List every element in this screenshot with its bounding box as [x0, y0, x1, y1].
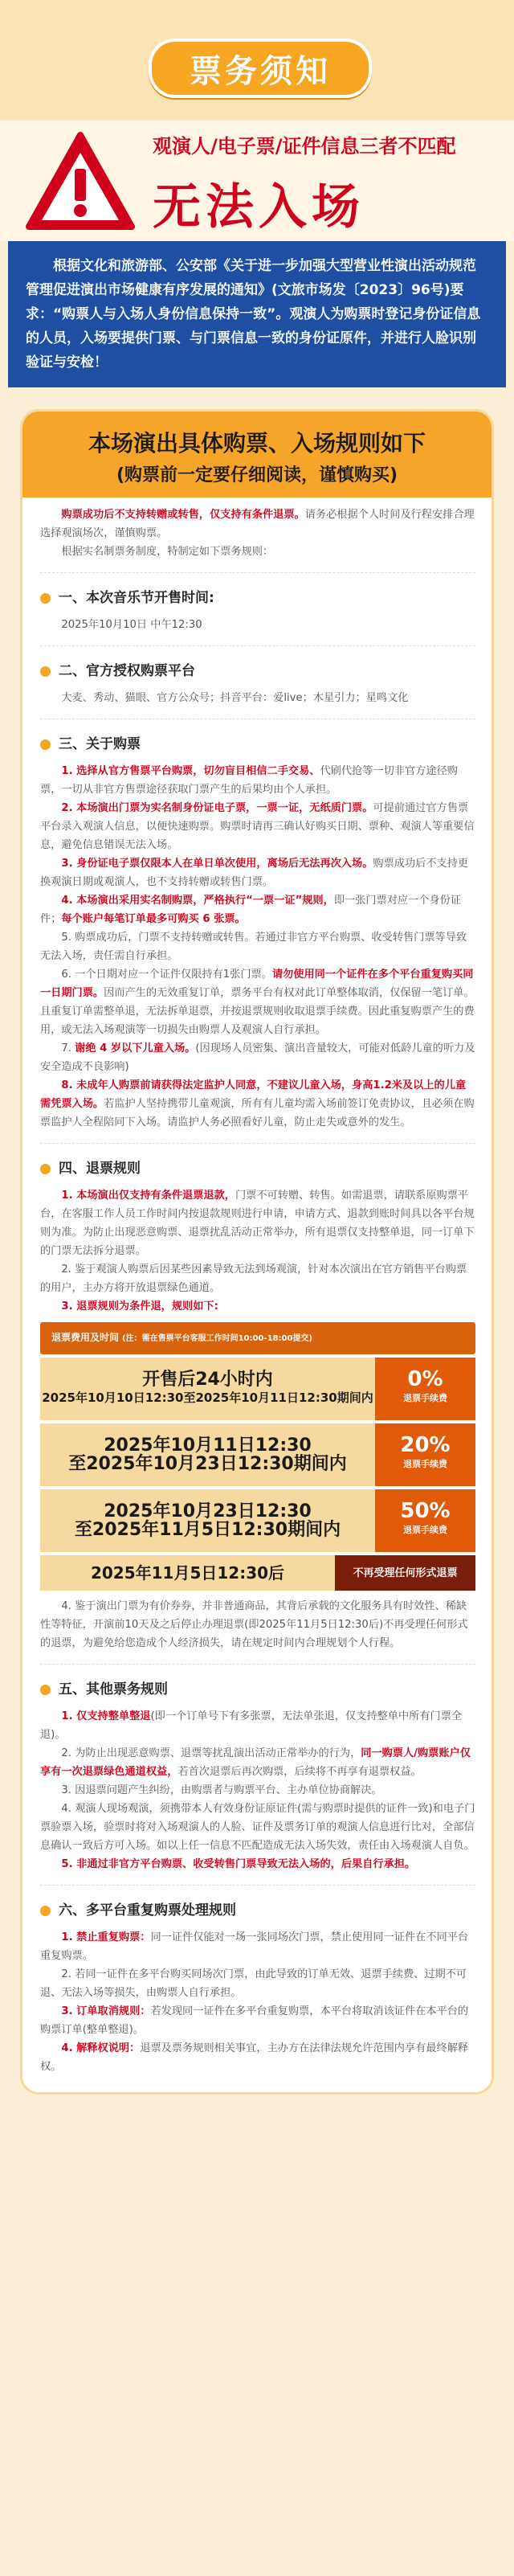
- text-red: 1. 本场演出仅支持有条件退票退款，: [61, 1190, 235, 1202]
- section-2-body: 大麦、秀动、猫眼、官方公众号；抖音平台：爱live；木星引力；星鸣文化: [61, 692, 409, 704]
- refund-row: [40, 1555, 475, 1591]
- fee-label: 退票手续费: [403, 1459, 447, 1469]
- fee-label: 退票手续费: [403, 1393, 447, 1403]
- banner-title: 票务须知: [190, 52, 331, 90]
- text-red: 3. 退票规则为条件退，规则如下:: [61, 1300, 218, 1313]
- s3-item-5: 5. 购票成功后，门票不支持转赠或转售。若通过非官方平台购票、收受转售门票等导致无法入场，责任需自行承担。: [40, 932, 467, 962]
- s4-item-2: 2. 鉴于观演人购票后因某些因素导致无法到场观演，针对本次演出在官方销售平台购票的用户，主办方将开放退票绿色通道。: [40, 1263, 467, 1294]
- text: 购票成功后不支持更换观演日期或观演人，也不支持转赠或转售门票。: [40, 858, 469, 888]
- text-red: 1. 选择从官方售票平台购票，切勿盲目相信二手交易、: [61, 765, 320, 777]
- fee-label: 退票手续费: [403, 1525, 447, 1535]
- section-3-title: [40, 735, 475, 754]
- text: 同一证件仅能对一场一张同场次门票，禁止使用同一证件在不同平台重复购票。: [40, 1931, 469, 1962]
- text-red: 同一购票人/购票账户仅享有一次退票绿色通道权益，: [40, 1747, 471, 1778]
- text: 6. 一个日期对应一个证件仅限持有1张门票。: [61, 969, 272, 981]
- warning-subtitle: 观演人/电子票/证件信息三者不匹配: [153, 135, 456, 158]
- rules-card: [22, 412, 492, 2092]
- text-red: 8. 未成年人购票前请获得法定监护人同意，不建议儿童入场，身高1.2米及以上的儿童需凭票入场。: [40, 1079, 467, 1110]
- refund-fee: [375, 1358, 475, 1420]
- intro-red: 购票成功后不支持转赠或转售，仅支持有条件退票。: [61, 509, 305, 521]
- text-red: 3. 订单取消规则：: [61, 2005, 151, 2017]
- section-1-body: 2025年10月10日 中午12:30: [61, 619, 202, 631]
- header: [0, 0, 514, 121]
- title-banner: [149, 39, 372, 98]
- period-line-2: 至2025年10月23日12:30期间内: [68, 1454, 347, 1474]
- text-red: 谢绝 4 岁以下儿童入场。: [75, 1042, 196, 1055]
- refund-table-header: [40, 1322, 475, 1354]
- section-heading: 二、官方授权购票平台: [59, 663, 195, 679]
- period-line-2: 至2025年11月5日12:30期间内: [74, 1520, 341, 1540]
- s3-item-2: [40, 799, 475, 854]
- section-1-title: [40, 589, 475, 608]
- section-6-title: [40, 1902, 475, 1920]
- refund-row: [40, 1358, 475, 1420]
- fee-label: 不再受理任何形式退票: [353, 1566, 458, 1579]
- text: 2. 为防止出现恶意购票、退票等扰乱演出活动正常举办的行为，: [61, 1747, 361, 1759]
- refund-period: [40, 1489, 375, 1552]
- text: 若监护人坚持携带儿童观演，所有有儿童均需入场前签订免责协议，且必须在购票监护人全程陪同下入场。请监护人务必照看好儿童，防止走失或意外的发生。: [40, 1098, 475, 1128]
- bullet-dot-icon: [40, 739, 51, 750]
- bullet-dot-icon: [40, 1685, 51, 1695]
- text: 7.: [61, 1042, 75, 1055]
- s5-item-3: 3. 因退票问题产生纠纷，由购票者与购票平台、主办单位协商解决。: [61, 1784, 382, 1796]
- s4-item-1: [40, 1186, 475, 1260]
- text-red: 5. 非通过非官方平台购票、收受转售门票导致无法入场的，后果自行承担。: [61, 1858, 416, 1870]
- refund-fee: [375, 1489, 475, 1552]
- text-red: 1. 仅支持整单整退: [61, 1710, 151, 1722]
- s5-item-1: [40, 1707, 475, 1744]
- period-line-1: 2025年10月23日12:30: [104, 1501, 312, 1521]
- section-4-title: [40, 1160, 475, 1178]
- section-heading: 三、关于购票: [59, 736, 141, 752]
- refund-fee: [335, 1555, 475, 1591]
- text-red: 每个账户每笔订单最多可购买 6 张票。: [61, 913, 246, 925]
- s3-item-3: [40, 854, 475, 891]
- section-heading: 一、本次音乐节开售时间:: [59, 590, 214, 606]
- table-header-label: 退票费用及时间: [51, 1332, 120, 1343]
- text: 若首次退票后再次购票，后续将不再享有退票权益。: [177, 1766, 422, 1778]
- text-red: 请勿使用同一个证件在多个平台重复购买同一日期门票。: [40, 969, 474, 999]
- card-title: 本场演出具体购票、入场规则如下: [88, 430, 426, 457]
- s4-item-3: [40, 1297, 475, 1316]
- refund-period: [40, 1358, 375, 1420]
- intro: [40, 506, 475, 543]
- refund-row: [40, 1489, 475, 1552]
- s4-item-4: 4. 鉴于演出门票为有价券券，并非普通商品，其背后承载的文化服务具有时效性、稀缺性等特征，开演前10天及之后停止办理退票(即2025年11月5日12:30后)不再受理任何形式的退票，为避免给您造成个人经济损失，请在规定时间内合理规划个人行程。: [40, 1600, 468, 1649]
- divider: [40, 1885, 475, 1886]
- s5-item-4: 4. 观演人现场观演，须携带本人有效身份证原证件(需与购票时提供的证件一致)和电子门票验票入场，验票时将对入场观演人的人脸、证件及票务订单的观演人信息进行比对，全部信息确认一致后方可入场。如以上任一信息不匹配造成无法入场失效，责任由入场观演人自负。: [40, 1803, 475, 1852]
- period-line-1: 2025年11月5日12:30后: [90, 1562, 285, 1583]
- period-line-2: 2025年10月10日12:30至2025年10月11日12:30期间内: [42, 1390, 373, 1405]
- s3-item-7: [40, 1039, 475, 1076]
- bullet-dot-icon: [40, 1164, 51, 1174]
- text: 即一张门票对应一个身份证件；: [40, 895, 462, 925]
- s6-item-1: [40, 1928, 475, 1965]
- notice-box: 根据文化和旅游部、公安部《关于进一步加强大型营业性演出活动规范管理促进演出市场健康有序发展的通知》(文旅市场发〔2023〕96号)要求：“购票人与入场人身份信息保持一致”。观演人为购票时登记身份证信息的人员，入场要提供门票、与门票信息一致的身份证原件，并进行人脸识别验证与安检！: [8, 241, 506, 387]
- intro-line2: 根据实名制票务制度，特制定如下票务规则：: [61, 546, 274, 558]
- text: 代刷代抢等一切非官方途径购票，一切从非官方售票途径获取门票产生的后果均由个人承担。: [40, 765, 458, 796]
- text: 可提前通过官方售票平台录入观演人信息，以便快速购票。购票时请再三确认好购买日期、票种、观演人等重要信息，避免信息错误无法入场。: [40, 802, 475, 851]
- refund-period: [40, 1555, 335, 1591]
- card-header: [22, 412, 492, 498]
- refund-row: [40, 1423, 475, 1486]
- text-red: 4. 解释权说明：: [61, 2042, 141, 2054]
- table-header-note: (注：需在售票平台客服工作时间10:00-18:00提交): [122, 1334, 312, 1343]
- period-line-1: 2025年10月11日12:30: [104, 1435, 312, 1456]
- text-red: 1. 禁止重复购票：: [61, 1931, 151, 1943]
- card-subtitle: (购票前一定要仔细阅读，谨慎购买): [116, 465, 398, 485]
- section-heading: 四、退票规则: [59, 1161, 141, 1177]
- s3-item-8: [40, 1076, 475, 1132]
- s5-item-5: [40, 1855, 475, 1874]
- divider: [40, 572, 475, 573]
- text: 退票及票务规则相关事宜，主办方在法律法规允许范围内享有最终解释权。: [40, 2042, 469, 2073]
- s3-item-1: [40, 762, 475, 799]
- section-heading: 五、其他票务规则: [59, 1681, 168, 1698]
- divider: [40, 645, 475, 646]
- s6-item-3: [40, 2002, 475, 2039]
- fee-percent: 20%: [400, 1433, 451, 1457]
- card-content: [22, 498, 492, 2076]
- s6-item-4: [40, 2039, 475, 2076]
- bullet-dot-icon: [40, 1906, 51, 1916]
- divider: [40, 1143, 475, 1144]
- text: (即一个订单号下有多张票，无法单张退，仅支持整单中所有门票全退)。: [40, 1710, 463, 1741]
- text: (因现场人员密集、演出音量较大，可能对低龄儿童的听力及安全造成不良影响): [40, 1042, 475, 1073]
- text: 若发现同一证件在多平台重复购票，本平台将取消该证件在本平台的购票订单(整单整退)。: [40, 2005, 469, 2036]
- section-heading: 六、多平台重复购票处理规则: [59, 1902, 236, 1919]
- refund-period: [40, 1423, 375, 1486]
- text-red: 2. 本场演出门票为实名制身份证电子票，一票一证，无纸质门票。: [61, 802, 373, 814]
- period-line-1: 开售后24小时内: [142, 1370, 273, 1390]
- refund-fee: [375, 1423, 475, 1486]
- section-5-title: [40, 1681, 475, 1699]
- s5-item-2: [40, 1744, 475, 1781]
- text-red: 3. 身份证电子票仅限本人在单日单次使用，离场后无法再次入场。: [61, 858, 373, 870]
- bullet-dot-icon: [40, 593, 51, 604]
- section-2-title: [40, 662, 475, 681]
- warning-icon: [24, 129, 137, 233]
- text-red: 4. 本场演出采用实名制购票，严格执行“一票一证”规则，: [61, 895, 334, 907]
- fee-percent: 0%: [407, 1367, 443, 1391]
- warning-row: [0, 121, 514, 241]
- divider: [40, 1664, 475, 1665]
- intro-rest: 请务必根据个人时间及行程安排合理选择观演场次，谨慎购票。: [40, 509, 475, 539]
- s6-item-2: 2. 若同一证件在多平台购买同场次门票，由此导致的订单无效、退票手续费、过期不可退、无法入场等损失，由购票人自行承担。: [40, 1968, 467, 1999]
- text: 门票不可转赠、转售。如需退票，请联系原购票平台，在客服工作人员工作时间内按退款规则进行申请，申请方式、退款到账时间具以各平台规则为准。为防止出现恶意购票、退票扰乱活动正常举办，所有退票仅支持整单退，同一订单下的门票无法拆分退票。: [40, 1190, 475, 1257]
- s3-item-4: [40, 891, 475, 928]
- warning-main: 无法入场: [153, 179, 365, 235]
- refund-table: [40, 1322, 475, 1591]
- s3-item-6: [40, 965, 475, 1039]
- text: 因而产生的无效重复订单，票务平台有权对此订单整体取消，仅保留一笔订单。且重复订单需整单退，无法拆单退票，并按退票规则收取退票手续费。因此重复购票产生的费用，或无法入场观演等一切损失由购票人及观演人自行承担。: [40, 987, 475, 1036]
- bullet-dot-icon: [40, 666, 51, 677]
- fee-percent: 50%: [400, 1499, 451, 1523]
